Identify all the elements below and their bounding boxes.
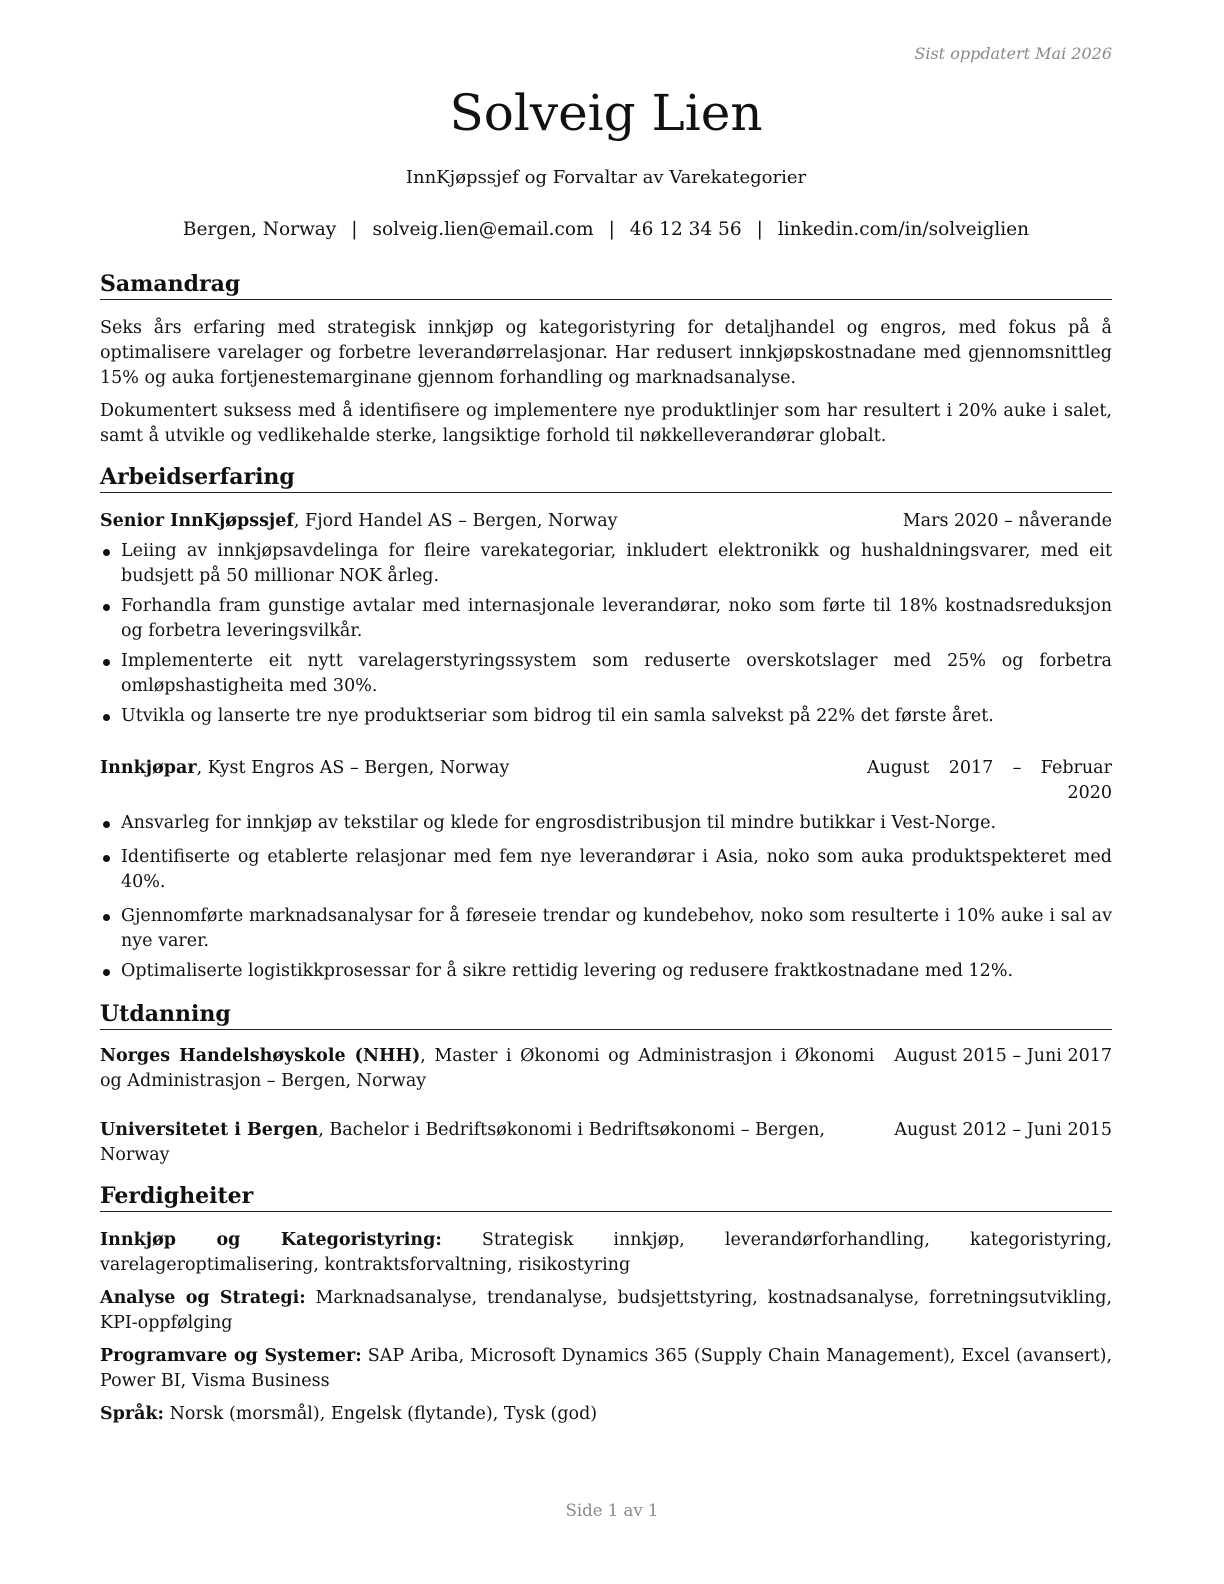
- job-bullet: Forhandla fram gunstige avtalar med internasjonale leverandørar, noko som førte til 18% kostnadsreduksjon og forbetra leveringsvilkår.: [100, 594, 1112, 644]
- job-header: [100, 756, 1112, 806]
- contact-line: [100, 219, 1112, 240]
- education-entry: [100, 1044, 1112, 1094]
- contact-phone: 46 12 34 56: [629, 219, 742, 240]
- job-bullets: [100, 539, 1112, 729]
- candidate-name: Solveig Lien: [449, 84, 763, 142]
- skill-label: Programvare og Systemer:: [100, 1346, 362, 1366]
- skill-text: Strategisk innkjøp, leverandørforhandling, kategoristyring, varelageroptimalisering, kontraktsforvaltning, risikostyring: [100, 1230, 1112, 1275]
- job-bullet: Identifiserte og etablerte relasjonar med fem nye leverandørar i Asia, noko som auka produktspekteret med 40%.: [100, 845, 1112, 895]
- skill-row: [100, 1344, 1112, 1394]
- job-dates: Mars 2020 – nåverande: [902, 511, 1112, 531]
- education-degree: , Bachelor i Bedriftsøkonomi i Bedriftsøkonomi – Bergen, Norway: [100, 1120, 825, 1165]
- education-dates: August 2012 – Juni 2015: [894, 1120, 1112, 1140]
- section-heading-education: Utdanning: [100, 1000, 1112, 1030]
- job-header: [100, 509, 1112, 534]
- skill-text: SAP Ariba, Microsoft Dynamics 365 (Supply Chain Management), Excel (avansert), Power BI, Visma Business: [100, 1346, 1113, 1391]
- summary-paragraph: Dokumentert suksess med å identifisere og implementere nye produktlinjer som har resultert i 20% auke i salet, samt å utvikle og vedlikehalde sterke, langsiktige forhold til nøkkelleverandørar globalt.: [100, 401, 1112, 446]
- job-title: InnKjøpssjef og Forvaltar av Varekategorier: [405, 167, 807, 188]
- skill-text: Norsk (morsmål), Engelsk (flytande), Tysk (god): [164, 1404, 598, 1424]
- skill-row: [100, 1286, 1112, 1336]
- skill-label: Analyse og Strategi:: [100, 1288, 306, 1308]
- job-entry: [100, 509, 1112, 729]
- summary-paragraph: Seks års erfaring med strategisk innkjøp og kategoristyring for detaljhandel og engros, med fokus på å optimalisere varelager og forbetre leverandørrelasjonar. Har redusert innkjøpskostnadane med gjennomsnittleg 15% og auka fortjenestemarginane gjennom forhandling og marknadsanalyse.: [100, 318, 1112, 388]
- last-updated: Sist oppdatert Mai 2026: [914, 44, 1112, 63]
- job-bullet: Gjennomførte marknadsanalysar for å føreseie trendar og kundebehov, noko som resulterte i 10% auke i sal av nye varer.: [100, 904, 1112, 954]
- contact-location: Bergen, Norway: [182, 219, 337, 240]
- job-bullet: Implementerte eit nytt varelagerstyringssystem som reduserte overskotslager med 25% og forbetra omløpshastigheita med 30%.: [100, 649, 1112, 699]
- education-school: Universitetet i Bergen: [100, 1120, 319, 1140]
- job-bullet: Optimaliserte logistikkprosessar for å sikre rettidig levering og redusere fraktkostnadane med 12%.: [100, 959, 1112, 984]
- contact-separator: |: [608, 219, 615, 240]
- section-heading-summary: Samandrag: [100, 270, 1112, 300]
- skill-row: [100, 1402, 1112, 1427]
- job-bullet: Utvikla og lanserte tre nye produktseriar som bidrog til ein samla salvekst på 22% det første året.: [100, 704, 1112, 729]
- job-dates: August 2017 – Februar 2020: [867, 758, 1112, 803]
- education-dates: August 2015 – Juni 2017: [894, 1046, 1112, 1066]
- job-role: Innkjøpar: [100, 758, 197, 778]
- job-bullet: Ansvarleg for innkjøp av tekstilar og klede for engrosdistribusjon til mindre butikkar i Vest-Norge.: [100, 811, 1112, 836]
- education-degree: , Master i Økonomi og Administrasjon i Økonomi og Administrasjon – Bergen, Norway: [100, 1046, 875, 1091]
- job-bullet: Leiing av innkjøpsavdelinga for fleire varekategoriar, inkludert elektronikk og hushaldningsvarer, med eit budsjett på 50 millionar NOK årleg.: [100, 539, 1112, 589]
- job-entry: [100, 756, 1112, 984]
- section-heading-experience: Arbeidserfaring: [100, 463, 1112, 493]
- section-heading-skills: Ferdigheiter: [100, 1182, 1112, 1212]
- skill-row: [100, 1228, 1112, 1278]
- page-footer: Side 1 av 1: [565, 1501, 659, 1520]
- contact-email[interactable]: solveig.lien@email.com: [372, 219, 594, 240]
- skill-label: Innkjøp og Kategoristyring:: [100, 1230, 442, 1250]
- resume-body: [100, 270, 1112, 1427]
- contact-linkedin[interactable]: linkedin.com/in/solveiglien: [777, 219, 1030, 240]
- contact-separator: |: [351, 219, 358, 240]
- job-role: Senior InnKjøpssjef: [100, 511, 294, 531]
- skill-text: Marknadsanalyse, trendanalyse, budsjettstyring, kostnadsanalyse, forretningsutvikling, KPI-oppfølging: [100, 1288, 1112, 1333]
- contact-separator: |: [756, 219, 763, 240]
- skill-label: Språk:: [100, 1404, 165, 1424]
- job-company: , Fjord Handel AS – Bergen, Norway: [293, 511, 618, 531]
- education-school: Norges Handelshøyskole (NHH): [100, 1046, 421, 1066]
- job-bullets: [100, 811, 1112, 984]
- job-company: , Kyst Engros AS – Bergen, Norway: [196, 758, 510, 778]
- education-entry: [100, 1118, 1112, 1168]
